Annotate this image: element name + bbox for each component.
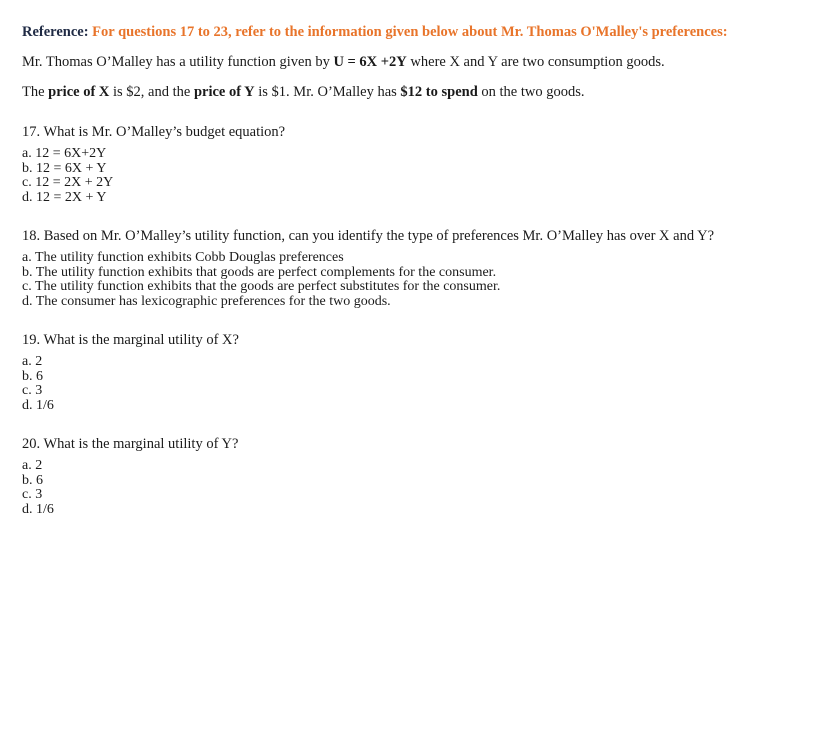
- option-c: c. 3: [22, 487, 43, 502]
- option-d: d. 12 = 2X + Y: [22, 189, 107, 205]
- intro-text: where X and Y are two consumption goods.: [406, 54, 665, 70]
- option-b: b. The utility function exhibits that goods are perfect complements for the consumer.: [22, 264, 497, 280]
- reference-text: For questions 17 to 23, refer to the information given below about Mr. Thomas O'Malley's preferences:: [92, 24, 728, 40]
- question-text: 19. What is the marginal utility of X?: [22, 332, 239, 348]
- price-x-label: price of X: [48, 84, 110, 100]
- option-a: a. The utility function exhibits Cobb Douglas preferences: [22, 250, 344, 265]
- intro-utility-line: [22, 53, 802, 71]
- option-a: a. 2: [22, 458, 43, 473]
- reference-heading: [22, 24, 762, 41]
- price-y-label: price of Y: [193, 84, 255, 100]
- question-19: [22, 331, 802, 413]
- intro-text: is $2, and the: [109, 84, 194, 100]
- intro-text: Mr. Thomas O’Malley has a utility function given by: [22, 54, 334, 70]
- option-list: [22, 251, 802, 309]
- option-c: c. 12 = 2X + 2Y: [22, 175, 114, 190]
- option-list: [22, 355, 802, 413]
- option-c: c. 3: [22, 383, 43, 398]
- budget-amount: $12 to spend: [400, 84, 478, 100]
- question-18: [22, 227, 802, 309]
- option-b: b. 6: [22, 472, 43, 488]
- reference-label: Reference:: [22, 24, 89, 40]
- option-c: c. The utility function exhibits that the goods are perfect substitutes for the consumer.: [22, 279, 501, 294]
- question-text: 20. What is the marginal utility of Y?: [22, 436, 239, 452]
- option-b: b. 6: [22, 368, 43, 384]
- option-b: b. 12 = 6X + Y: [22, 160, 107, 176]
- intro-text: on the two goods.: [477, 84, 585, 100]
- option-a: a. 2: [22, 354, 43, 369]
- question-20: [22, 435, 802, 517]
- question-text: 17. What is Mr. O’Malley’s budget equation?: [22, 124, 286, 140]
- question-text: 18. Based on Mr. O’Malley’s utility function, can you identify the type of preferences Mr. O’Malley has over X and Y?: [22, 228, 715, 244]
- intro-price-line: [22, 83, 802, 101]
- option-list: [22, 459, 802, 517]
- intro-text: is $1. Mr. O’Malley has: [254, 84, 401, 100]
- question-17: [22, 123, 802, 205]
- option-a: a. 12 = 6X+2Y: [22, 146, 107, 161]
- option-d: d. 1/6: [22, 501, 54, 517]
- utility-function: U = 6X +2Y: [333, 54, 407, 70]
- option-d: d. 1/6: [22, 397, 54, 413]
- document-page: [22, 24, 802, 517]
- intro-text: The: [22, 84, 49, 100]
- option-d: d. The consumer has lexicographic preferences for the two goods.: [22, 293, 391, 309]
- option-list: [22, 147, 802, 205]
